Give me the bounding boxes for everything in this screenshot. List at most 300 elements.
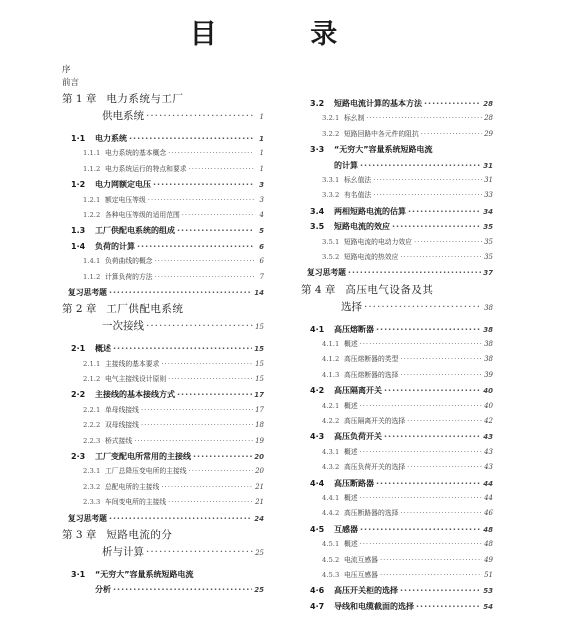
toc-title: 工厂总降压变电所的主接线: [105, 467, 187, 476]
dot-leader: [109, 285, 252, 300]
dot-leader: [348, 265, 481, 280]
page-number: 48: [483, 525, 493, 534]
toc-section: [62, 387, 264, 402]
toc-title: 短路回路中各元件的阻抗: [344, 129, 419, 138]
page-number: 1: [259, 135, 264, 143]
toc-title: 主接线的基本接线方式: [95, 390, 175, 400]
page-number: 25: [255, 548, 264, 557]
toc-title: 高压熔断器: [334, 324, 374, 334]
page-number: 24: [254, 514, 264, 523]
page-number: 38: [484, 355, 493, 364]
toc-number: 3.3.2: [322, 191, 340, 200]
toc-subsection: [62, 270, 264, 285]
toc-title: 短路电流的电动力效应: [344, 237, 412, 246]
page-number: 5: [259, 227, 264, 236]
page-number: 18: [255, 421, 264, 430]
toc-number: 2.2.2: [83, 421, 101, 430]
toc-subsection: [62, 480, 264, 495]
page-number: 19: [255, 436, 264, 445]
toc-title: 计算负荷的方法: [105, 272, 153, 281]
dot-leader: [360, 491, 482, 506]
toc-number: 1.3: [71, 226, 86, 236]
toc-title: 双母线接线: [105, 421, 139, 430]
toc-title: 工厂变配电所常用的主接线: [95, 452, 191, 462]
toc-title: 概述: [344, 340, 358, 349]
page-number: 34: [483, 207, 493, 216]
toc-title: “无穷大”容量系统短路电流: [95, 569, 194, 579]
toc-number: 4.1.2: [322, 355, 340, 364]
toc-chapter: [301, 281, 493, 299]
page-number: 43: [484, 463, 493, 472]
toc-subsection: [301, 235, 493, 250]
toc-section: [301, 583, 493, 598]
toc-number: 3.4: [310, 206, 325, 216]
toc-number: 1.4.1: [83, 257, 101, 266]
page-number: 15: [255, 375, 264, 384]
page-number: 37: [483, 269, 493, 278]
page-number: 1: [259, 149, 264, 158]
page-number: 4: [259, 210, 264, 219]
toc-chapter-continued: [301, 299, 493, 316]
toc-subsection: [301, 491, 493, 506]
toc-number: 2.3.3: [83, 498, 101, 507]
toc-number: 4·4: [310, 478, 325, 488]
toc-number: 4.5.3: [322, 570, 340, 579]
toc-title: 负荷的计算: [95, 241, 135, 251]
page-number: 40: [483, 387, 493, 396]
toc-title: 概述: [344, 447, 358, 456]
page-number: 49: [484, 555, 493, 564]
dot-leader: [376, 322, 481, 337]
dot-leader: [146, 108, 254, 125]
dot-leader: [360, 337, 482, 352]
dot-leader: [392, 219, 481, 234]
toc-subsection: [301, 337, 493, 352]
toc-number: 2·1: [71, 344, 86, 354]
page-number: 1: [259, 164, 264, 173]
toc-title: 短路电流计算的基本方法: [334, 99, 422, 108]
toc-section: [301, 322, 493, 337]
toc-section: [301, 219, 493, 234]
page-number: 17: [255, 405, 264, 414]
toc-subsection: [62, 162, 264, 177]
dot-leader: [360, 445, 482, 460]
dot-leader: [360, 537, 482, 552]
dot-leader: [168, 495, 253, 510]
toc-section-continued: [301, 158, 493, 173]
toc-number: 3.3.1: [322, 175, 340, 184]
toc-title: 桥式接线: [105, 436, 133, 445]
page-number: 53: [483, 587, 493, 596]
toc-review-questions: [301, 265, 493, 280]
toc-section: [301, 599, 493, 614]
toc-number: 4·3: [310, 432, 325, 442]
toc-title: 高压隔离开关: [334, 386, 382, 396]
toc-title: 互感器: [334, 524, 358, 534]
dot-leader: [400, 583, 481, 598]
toc-title: 短路电流的热效应: [344, 252, 399, 261]
toc-section: [62, 239, 264, 254]
toc-section: [301, 142, 493, 157]
toc-section: [62, 449, 264, 464]
toc-number: 4.4.2: [322, 509, 340, 518]
toc-number: 2.1.1: [83, 359, 101, 368]
dot-leader: [421, 127, 482, 142]
page-number: 14: [254, 288, 264, 297]
dot-leader: [400, 250, 482, 265]
page-number: 38: [484, 303, 493, 312]
dot-leader: [416, 599, 481, 614]
toc-review-questions: [62, 285, 264, 300]
toc-title: 两相短路电流的估算: [334, 206, 406, 216]
toc-subsection: [62, 495, 264, 510]
dot-leader: [146, 544, 253, 561]
page-number: 21: [255, 482, 264, 491]
toc-subsection: [62, 146, 264, 161]
toc-title: 的计算: [334, 160, 358, 170]
dot-leader: [400, 506, 482, 521]
dot-leader: [177, 223, 254, 238]
dot-leader: [189, 162, 254, 177]
toc-number: 2.2.3: [83, 436, 101, 445]
toc-number: 4·7: [310, 601, 325, 611]
dot-leader: [168, 372, 253, 387]
toc-title: 概述: [344, 493, 358, 502]
toc-title: 高压断路器的选择: [344, 509, 399, 518]
page-number: 7: [259, 272, 264, 281]
toc-number: 4·1: [310, 324, 325, 334]
page-number: 39: [484, 370, 493, 379]
toc-title: 额定电压等级: [105, 195, 146, 204]
toc-number: 1.1.2: [83, 272, 101, 281]
toc-number: 1·1: [71, 134, 86, 143]
dot-leader: [137, 239, 254, 254]
toc-title: 短路电流的分: [106, 528, 173, 541]
dot-leader: [182, 208, 254, 223]
page-number: 43: [484, 447, 493, 456]
toc-title: 电力系统运行的特点和要求: [105, 164, 187, 173]
toc-title: 单母线接线: [105, 405, 139, 414]
toc-title: 电压互感器: [344, 570, 378, 579]
dot-leader: [161, 480, 253, 495]
toc-title: 负荷曲线的概念: [105, 257, 153, 266]
page-number: 44: [484, 493, 493, 502]
page-number: 31: [483, 161, 493, 170]
page-number: 29: [484, 129, 493, 138]
dot-leader: [424, 96, 481, 111]
toc-number: 4.5.1: [322, 540, 340, 549]
page-number: 51: [484, 570, 493, 579]
page-number: 28: [483, 100, 493, 108]
dot-leader: [129, 131, 254, 146]
dot-leader: [380, 553, 482, 568]
toc-number: 4.1.3: [322, 370, 340, 379]
dot-leader: [360, 399, 482, 414]
toc-front-matter: [62, 77, 264, 90]
dot-leader: [376, 476, 481, 491]
page-number: 31: [484, 175, 493, 184]
toc-title: 电流互感器: [344, 555, 378, 564]
toc-subsection: [62, 434, 264, 449]
toc-title: 分析: [95, 585, 111, 595]
toc-number: 1.1.2: [83, 164, 101, 173]
toc-title: 电气主接线设计原则: [105, 375, 167, 384]
toc-title: 概述: [344, 401, 358, 410]
toc-subsection: [301, 399, 493, 414]
toc-title: 高压熔断器的选择: [344, 370, 399, 379]
page-number: 42: [484, 417, 493, 426]
page-number: 6: [259, 257, 264, 266]
dot-leader: [141, 403, 253, 418]
toc-subsection: [301, 111, 493, 126]
toc-section: [301, 383, 493, 398]
dot-leader: [384, 429, 481, 444]
dot-leader: [113, 341, 252, 356]
toc-title: 车间变电所的主接线: [105, 498, 167, 507]
toc-title: 高压负荷开关的选择: [344, 463, 406, 472]
dot-leader: [373, 188, 482, 203]
toc-subsection: [301, 352, 493, 367]
toc-section: [62, 223, 264, 238]
toc-title: 析与计算: [102, 545, 144, 558]
toc-subsection: [62, 418, 264, 433]
toc-section: [62, 177, 264, 192]
toc-number: 3.5: [310, 222, 325, 232]
toc-number: 3.5.2: [322, 252, 340, 261]
toc-title: 有名值法: [344, 191, 372, 200]
toc-title: 前言: [62, 78, 80, 88]
toc-title: 电力系统的基本概念: [105, 149, 167, 158]
dot-leader: [407, 460, 482, 475]
toc-number: 2·2: [71, 390, 86, 400]
toc-number: 3.2: [310, 99, 325, 108]
toc-number: 1.1.1: [83, 149, 101, 158]
toc-number: 1.2.2: [83, 210, 101, 219]
toc-number: 4·2: [310, 386, 325, 396]
toc-subsection: [301, 460, 493, 475]
dot-leader: [384, 383, 481, 398]
toc-number: 4.3.2: [322, 463, 340, 472]
toc-number: 4·6: [310, 586, 325, 596]
toc-number: 1·2: [71, 180, 86, 190]
toc-chapter: [62, 526, 264, 544]
toc-title: 高压隔离开关的选择: [344, 417, 406, 426]
toc-section: [62, 131, 264, 146]
toc-number: 2.2.1: [83, 405, 101, 414]
toc-section: [301, 522, 493, 537]
toc-title: 导线和电缆截面的选择: [334, 601, 414, 611]
toc-number: 4.2.1: [322, 401, 340, 410]
dot-leader: [366, 111, 482, 126]
toc-subsection: [301, 368, 493, 383]
page-number: 54: [483, 602, 493, 611]
dot-leader: [168, 146, 254, 161]
dot-leader: [146, 318, 253, 335]
toc-number: 3.2.2: [322, 129, 340, 138]
toc-section: [301, 96, 493, 111]
toc-title: 短路电流的效应: [334, 222, 390, 232]
page-number: 1: [259, 113, 264, 121]
toc-section: [301, 429, 493, 444]
toc-subsection: [301, 506, 493, 521]
toc-subsection: [62, 464, 264, 479]
dot-leader: [400, 352, 482, 367]
toc-subsection: [301, 250, 493, 265]
toc-section: [301, 204, 493, 219]
toc-number: 3.5.1: [322, 237, 340, 246]
page-number: 15: [255, 359, 264, 368]
toc-subsection: [301, 188, 493, 203]
toc-title: 工厂供配电系统: [106, 303, 184, 316]
toc-title: 复习思考题: [307, 268, 346, 278]
toc-number: 4.3.1: [322, 447, 340, 456]
toc-number: 第 1 章: [62, 93, 97, 105]
toc-subsection: [301, 553, 493, 568]
toc-number: 4·5: [310, 524, 325, 534]
toc-title: 概述: [344, 540, 358, 549]
toc-title: 电力网额定电压: [95, 180, 151, 190]
toc-title: 高压熔断器的类型: [344, 355, 399, 364]
toc-title: “无穷大”容量系统短路电流: [334, 145, 433, 155]
dot-leader: [360, 158, 481, 173]
page-number: 15: [254, 345, 264, 354]
page-number: 40: [484, 401, 493, 410]
dot-leader: [408, 204, 481, 219]
toc-chapter-continued: [62, 318, 264, 335]
toc-subsection: [62, 193, 264, 208]
toc-section-continued: [62, 582, 264, 597]
dot-leader: [400, 368, 482, 383]
toc-chapter-continued: [62, 544, 264, 561]
toc-section: [62, 341, 264, 356]
toc-number: 4.5.2: [322, 555, 340, 564]
toc-number: 2.1.2: [83, 375, 101, 384]
toc-review-questions: [62, 511, 264, 526]
toc-title: 总配电所的主接线: [105, 482, 160, 491]
toc-title: 序: [62, 65, 71, 75]
toc-title: 电力系统: [95, 134, 127, 143]
toc-number: 3·1: [71, 569, 86, 579]
toc-title: 工厂供配电系统的组成: [95, 226, 175, 236]
toc-title: 一次接线: [102, 320, 144, 333]
page-title: 目 录: [189, 19, 380, 50]
page-number: 33: [484, 191, 493, 200]
toc-number: 2·3: [71, 452, 86, 462]
dot-leader: [189, 464, 254, 479]
page-number: 35: [483, 223, 493, 232]
toc-subsection: [301, 445, 493, 460]
toc-subsection: [301, 568, 493, 583]
toc-title: 选择: [341, 300, 362, 313]
dot-leader: [141, 418, 253, 433]
toc-subsection: [62, 254, 264, 269]
page-number: 6: [259, 242, 264, 251]
toc-number: 第 3 章: [62, 528, 97, 541]
toc-title: 高压断路器: [334, 478, 374, 488]
dot-leader: [134, 434, 253, 449]
page-number: 3: [259, 181, 264, 190]
toc-title: 标幺值法: [344, 175, 372, 184]
toc-section: [301, 476, 493, 491]
toc-subsection: [301, 414, 493, 429]
dot-leader: [113, 582, 252, 597]
toc-subsection: [301, 537, 493, 552]
toc-title: 高压电气设备及其: [345, 283, 434, 296]
toc-subsection: [62, 208, 264, 223]
toc-title: 标幺制: [344, 114, 365, 123]
toc-number: 2.3.1: [83, 467, 101, 476]
toc-title: 复习思考题: [68, 287, 107, 297]
toc-front-matter: [62, 64, 264, 77]
toc-chapter: [62, 90, 264, 108]
page-number: 17: [254, 391, 264, 400]
page-number: 35: [484, 237, 493, 246]
page-number: 46: [484, 509, 493, 518]
page-number: 35: [484, 252, 493, 261]
dot-leader: [360, 522, 481, 537]
toc-chapter: [62, 300, 264, 318]
page-number: 20: [254, 453, 264, 462]
toc-number: 2.3.2: [83, 482, 101, 491]
page-number: 3: [259, 195, 264, 204]
toc-title: 高压开关柜的选择: [334, 586, 398, 596]
page-number: 21: [255, 498, 264, 507]
dot-leader: [109, 511, 252, 526]
toc-title: 电力系统与工厂: [106, 93, 184, 105]
toc-number: 4.1.1: [322, 340, 340, 349]
dot-leader: [407, 414, 482, 429]
toc-subsection: [301, 173, 493, 188]
dot-leader: [155, 254, 254, 269]
dot-leader: [364, 299, 482, 316]
dot-leader: [153, 177, 254, 192]
toc-number: 4.4.1: [322, 493, 340, 502]
page-number: 43: [483, 433, 493, 442]
toc-number: 第 4 章: [301, 283, 336, 296]
page-number: 20: [255, 467, 264, 476]
toc-number: 3.2.1: [322, 114, 340, 123]
dot-leader: [380, 568, 482, 583]
toc-title: 主接线的基本要求: [105, 359, 160, 368]
page-number: 48: [484, 540, 493, 549]
dot-leader: [193, 449, 252, 464]
page-number: 28: [484, 114, 493, 123]
dot-leader: [148, 193, 254, 208]
dot-leader: [177, 387, 252, 402]
dot-leader: [414, 235, 482, 250]
toc-title: 各种电压等级的适用范围: [105, 210, 180, 219]
toc-chapter-continued: [62, 108, 264, 125]
toc-number: 1.2.1: [83, 195, 101, 204]
toc-title: 概述: [95, 344, 111, 354]
toc-section: [62, 567, 264, 582]
toc-title: 供电系统: [102, 110, 144, 122]
dot-leader: [373, 173, 482, 188]
toc-left-column: [62, 64, 264, 598]
page-number: 25: [254, 586, 264, 595]
page-number: 38: [484, 340, 493, 349]
dot-leader: [161, 357, 253, 372]
toc-title: 复习思考题: [68, 513, 107, 523]
toc-subsection: [301, 127, 493, 142]
toc-right-column: [301, 96, 493, 614]
page-number: 44: [483, 479, 493, 488]
toc-subsection: [62, 357, 264, 372]
toc-number: 4.2.2: [322, 417, 340, 426]
toc-title: 高压负荷开关: [334, 432, 382, 442]
toc-number: 3·3: [310, 145, 325, 155]
toc-subsection: [62, 372, 264, 387]
